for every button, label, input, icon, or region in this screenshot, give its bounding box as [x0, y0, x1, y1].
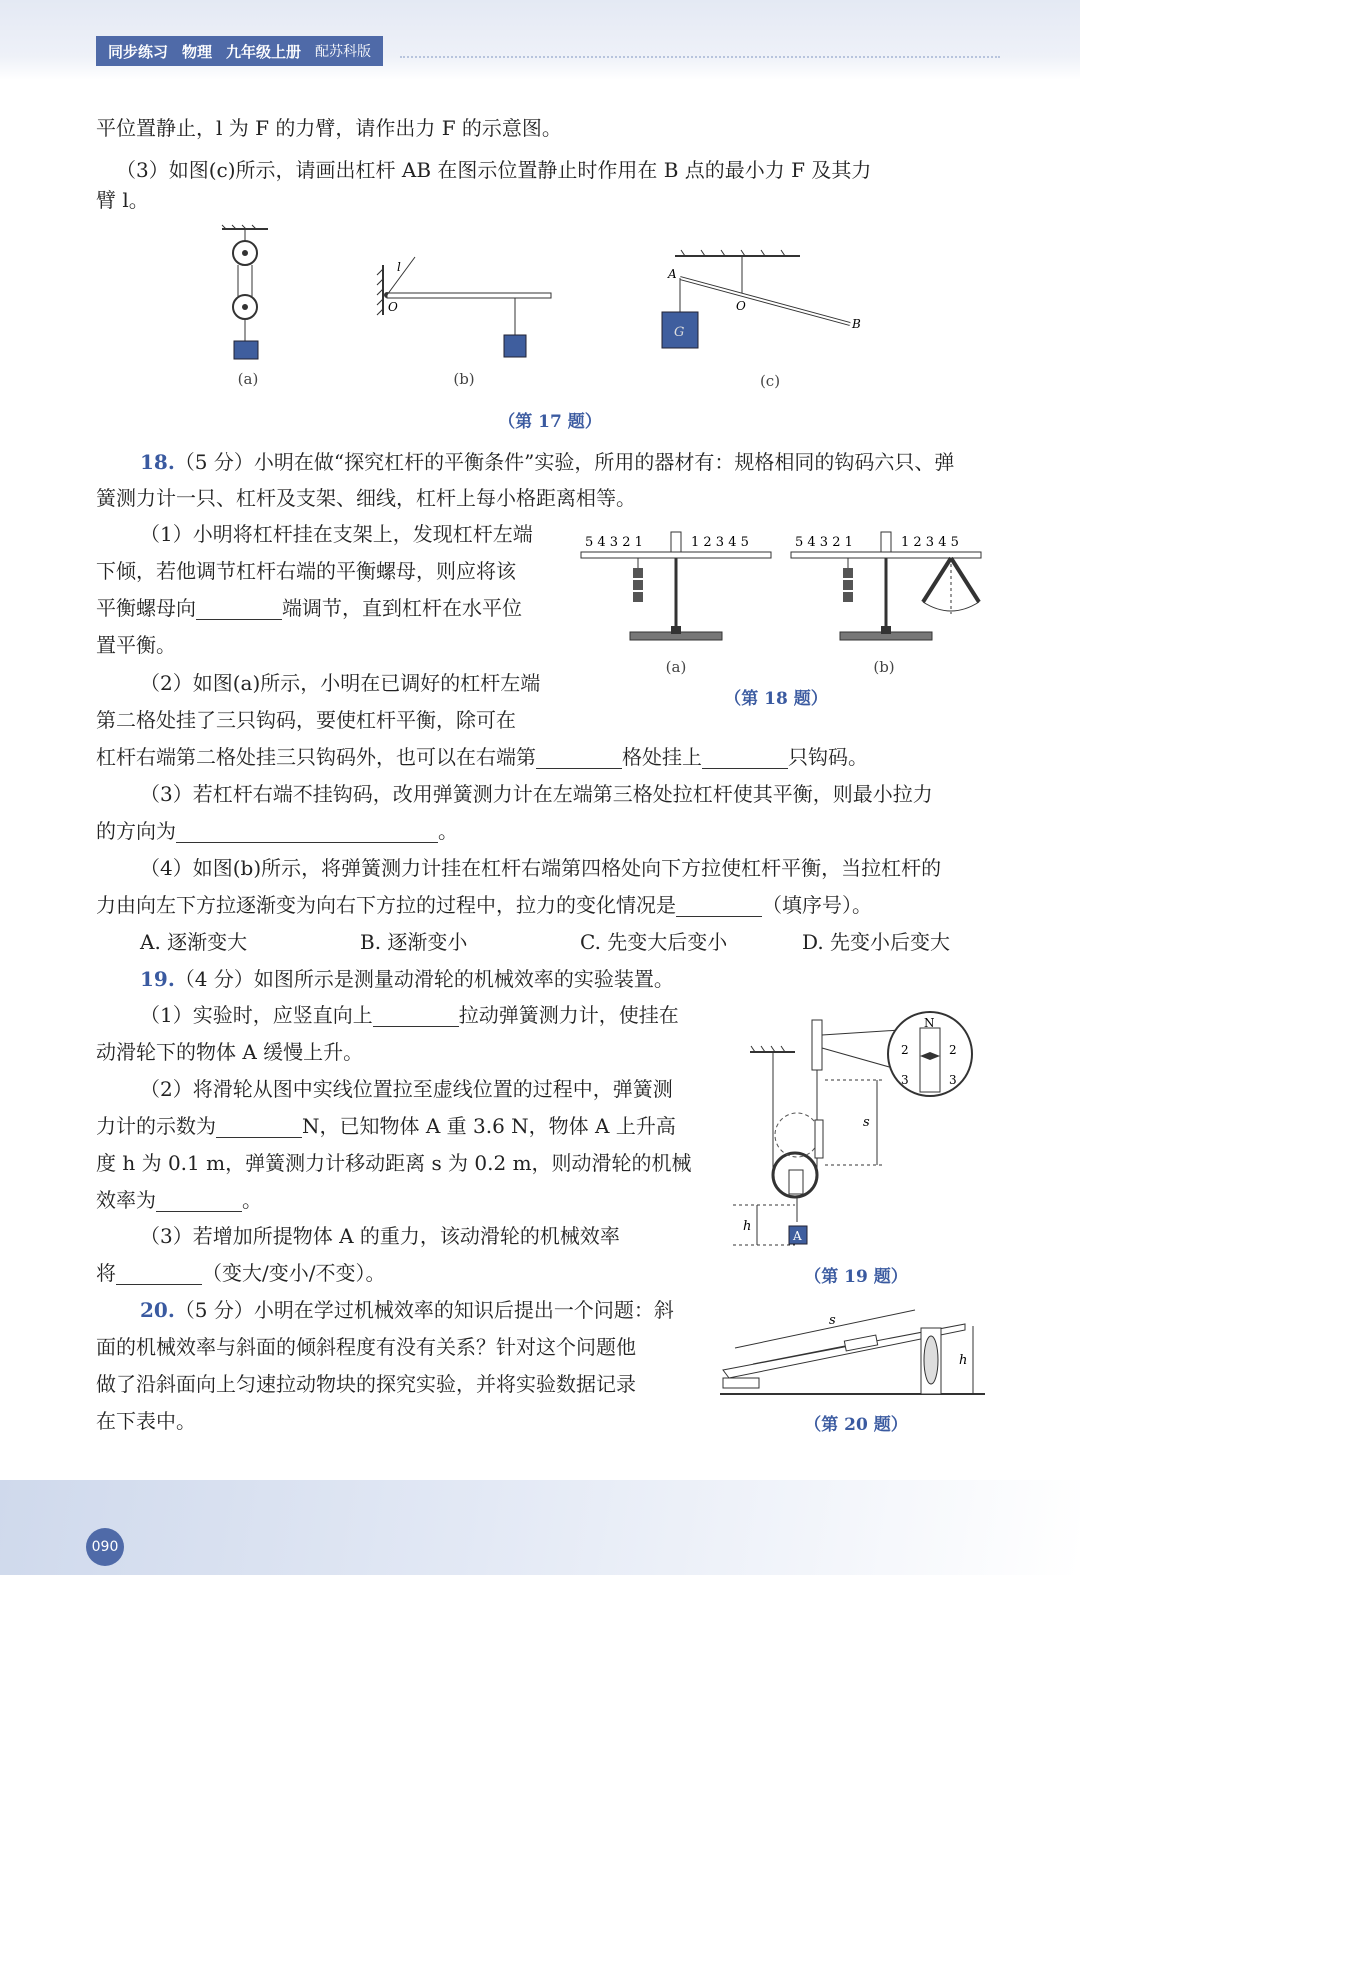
q18-p3-line2 [96, 819, 458, 843]
q18-p4-line2 [96, 893, 872, 917]
q19-p2-line4 [96, 1188, 262, 1212]
q17-continuation: 平位置静止，l 为 F 的力臂，请作出力 F 的示意图。 [96, 116, 562, 140]
q19-p3-line1: （3）若增加所提物体 A 的重力，该动滑轮的机械效率 [140, 1224, 620, 1248]
fig19-label-3-right: 3 [949, 1073, 957, 1087]
q19-p1-line2: 动滑轮下的物体 A 缓慢上升。 [96, 1040, 364, 1064]
q19-p3-line2 [96, 1261, 385, 1285]
fig19-label-n: N [924, 1016, 935, 1030]
fig20-title: （第 20 题） [804, 1415, 908, 1435]
fig19-title: （第 19 题） [804, 1267, 908, 1287]
fig17c-label-o: O [736, 299, 746, 313]
q18-p4-text-a: 力由向左下方拉逐渐变为向右下方拉的过程中，拉力的变化情况是 [96, 893, 676, 917]
fig17c-label-a: A [668, 267, 677, 281]
q20-line1 [140, 1298, 674, 1322]
q18-p2-line3 [96, 745, 868, 769]
q18-p1-line2: 下倾，若他调节杠杆右端的平衡螺母，则应将该 [96, 559, 516, 583]
header-divider [400, 56, 1000, 58]
q19-p1-blank[interactable] [373, 1008, 459, 1027]
fig19-label-a: A [793, 1229, 802, 1243]
q18-p1-line3 [96, 596, 522, 620]
q19-p2-text-a: 力计的示数为 [96, 1114, 216, 1138]
fig20-incline-diagram [715, 1298, 995, 1398]
q19-number: 19. [140, 967, 175, 991]
fig19-pulley-diagram [725, 1000, 985, 1250]
q17-part3-line1: （3）如图(c)所示，请画出杠杆 AB 在图示位置静止时作用在 B 点的最小力 F 及其力 [116, 158, 872, 182]
q18-p2-line1: （2）如图(a)所示，小明在已调好的杠杆左端 [140, 671, 541, 695]
q18-option-c[interactable]: C. 先变大后变小 [580, 930, 728, 954]
q18-p3-line1: （3）若杠杆右端不挂钩码，改用弹簧测力计在左端第三格处拉杠杆使其平衡，则最小拉力 [140, 782, 933, 806]
fig19-label-3-left: 3 [901, 1073, 909, 1087]
q20-line4: 在下表中。 [96, 1409, 196, 1433]
fig17a-caption: (a) [237, 370, 259, 388]
q19-p2-text-c: 效率为 [96, 1188, 156, 1212]
q18-option-d[interactable]: D. 先变小后变大 [802, 930, 951, 954]
fig17c-caption: (c) [759, 372, 781, 390]
q20-text-1: （5 分）小明在学过机械效率的知识后提出一个问题：斜 [174, 1298, 674, 1322]
edition-label: 配苏科版 [315, 44, 372, 60]
fig17c-label-g: G [674, 325, 685, 340]
q19-p2-text-b: N，已知物体 A 重 3.6 N，物体 A 上升高 [302, 1114, 676, 1138]
q18-option-a[interactable]: A. 逐渐变大 [140, 930, 248, 954]
q18-line2: 簧测力计一只、杠杆及支架、细线，杠杆上每小格距离相等。 [96, 486, 636, 510]
q19-line1 [140, 967, 674, 991]
grade-label: 九年级上册 [226, 42, 302, 61]
fig18-title: （第 18 题） [724, 689, 828, 709]
fig18b-scale-left: 5 4 3 2 1 [795, 535, 853, 550]
q18-p1-line1: （1）小明将杠杆挂在支架上，发现杠杆左端 [140, 522, 533, 546]
q18-p1-line4: 置平衡。 [96, 633, 176, 657]
fig19-label-s: s [863, 1115, 870, 1130]
q18-p2-text-c: 只钩码。 [788, 745, 868, 769]
q18-option-b[interactable]: B. 逐渐变小 [360, 930, 468, 954]
q18-p4-text-b: （填序号）。 [762, 893, 872, 917]
q19-p1-text-b: 拉动弹簧测力计，使挂在 [458, 1003, 679, 1027]
q18-p4-blank[interactable] [676, 898, 762, 917]
q18-p2-text-a: 杠杆右端第二格处挂三只钩码外，也可以在右端第 [96, 745, 536, 769]
q18-p2-text-b: 格处挂上 [622, 745, 702, 769]
fig17c-lever-diagram [660, 250, 860, 370]
q18-p2-blank-2[interactable] [702, 750, 788, 769]
fig17b-caption: (b) [453, 370, 475, 388]
q18-p4-line1: （4）如图(b)所示，将弹簧测力计挂在杠杆右端第四格处向下方拉使杠杆平衡，当拉杠杆的 [140, 856, 942, 880]
fig18b-lever-diagram [785, 530, 985, 650]
q18-p2-line2: 第二格处挂了三只钩码，要使杠杆平衡，除可在 [96, 708, 516, 732]
footer-band [0, 1480, 1080, 1575]
fig18b-caption: (b) [873, 658, 895, 676]
q19-p2-blank-1[interactable] [216, 1119, 302, 1138]
q20-line3: 做了沿斜面向上匀速拉动物块的探究实验，并将实验数据记录 [96, 1372, 636, 1396]
fig20-label-s: s [829, 1313, 836, 1328]
q18-p1-text-b: 端调节，直到杠杆在水平位 [282, 596, 522, 620]
fig17a-pulley-diagram [218, 225, 278, 365]
q19-p3-blank[interactable] [116, 1266, 202, 1285]
page-number: 090 [86, 1528, 124, 1566]
q19-p2-line2 [96, 1114, 676, 1138]
fig17-title: （第 17 题） [498, 412, 602, 432]
fig19-label-2-left: 2 [901, 1043, 909, 1057]
series-label: 同步练习 [108, 42, 169, 61]
q18-p1-blank[interactable] [196, 601, 282, 620]
fig19-label-h: h [743, 1219, 752, 1234]
subject-label: 物理 [182, 42, 213, 61]
fig20-label-h: h [959, 1353, 968, 1368]
fig18a-caption: (a) [665, 658, 687, 676]
q19-p2-line3: 度 h 为 0.1 m，弹簧测力计移动距离 s 为 0.2 m，则动滑轮的机械 [96, 1151, 692, 1175]
q17-part3-line2: 臂 l。 [96, 188, 149, 212]
q18-text-1: （5 分）小明在做“探究杠杆的平衡条件”实验，所用的器材有：规格相同的钩码六只、弹 [174, 450, 955, 474]
q19-text-1: （4 分）如图所示是测量动滑轮的机械效率的实验装置。 [174, 967, 674, 991]
q19-p2-blank-2[interactable] [156, 1193, 242, 1212]
q20-number: 20. [140, 1298, 175, 1322]
q18-number: 18. [140, 450, 175, 474]
fig17c-label-b: B [852, 317, 861, 331]
q18-line1 [140, 450, 954, 474]
book-title-badge [96, 36, 383, 66]
fig17b-lever-diagram [375, 245, 565, 365]
fig18a-scale-right: 1 2 3 4 5 [691, 535, 749, 550]
q19-p3-text-b: （变大/变小/不变）。 [202, 1261, 386, 1285]
q20-line2: 面的机械效率与斜面的倾斜程度有没有关系？针对这个问题他 [96, 1335, 636, 1359]
q18-p1-text-a: 平衡螺母向 [96, 596, 196, 620]
q18-p2-blank-1[interactable] [536, 750, 622, 769]
fig19-label-2-right: 2 [949, 1043, 957, 1057]
q18-p3-text-a: 的方向为 [96, 819, 176, 843]
q19-p1-line1 [140, 1003, 679, 1027]
fig18a-lever-diagram [575, 530, 775, 650]
q18-p3-text-b: 。 [438, 819, 458, 843]
q19-p2-text-d: 。 [242, 1188, 262, 1212]
fig18a-scale-left: 5 4 3 2 1 [585, 535, 643, 550]
q19-p1-text-a: （1）实验时，应竖直向上 [140, 1003, 373, 1027]
q18-p3-blank[interactable] [176, 824, 438, 843]
q19-p3-text-a: 将 [96, 1261, 116, 1285]
fig17b-label-o: O [388, 300, 398, 314]
q19-p2-line1: （2）将滑轮从图中实线位置拉至虚线位置的过程中，弹簧测 [140, 1077, 673, 1101]
fig17b-label-l: l [397, 260, 401, 274]
fig18b-scale-right: 1 2 3 4 5 [901, 535, 959, 550]
